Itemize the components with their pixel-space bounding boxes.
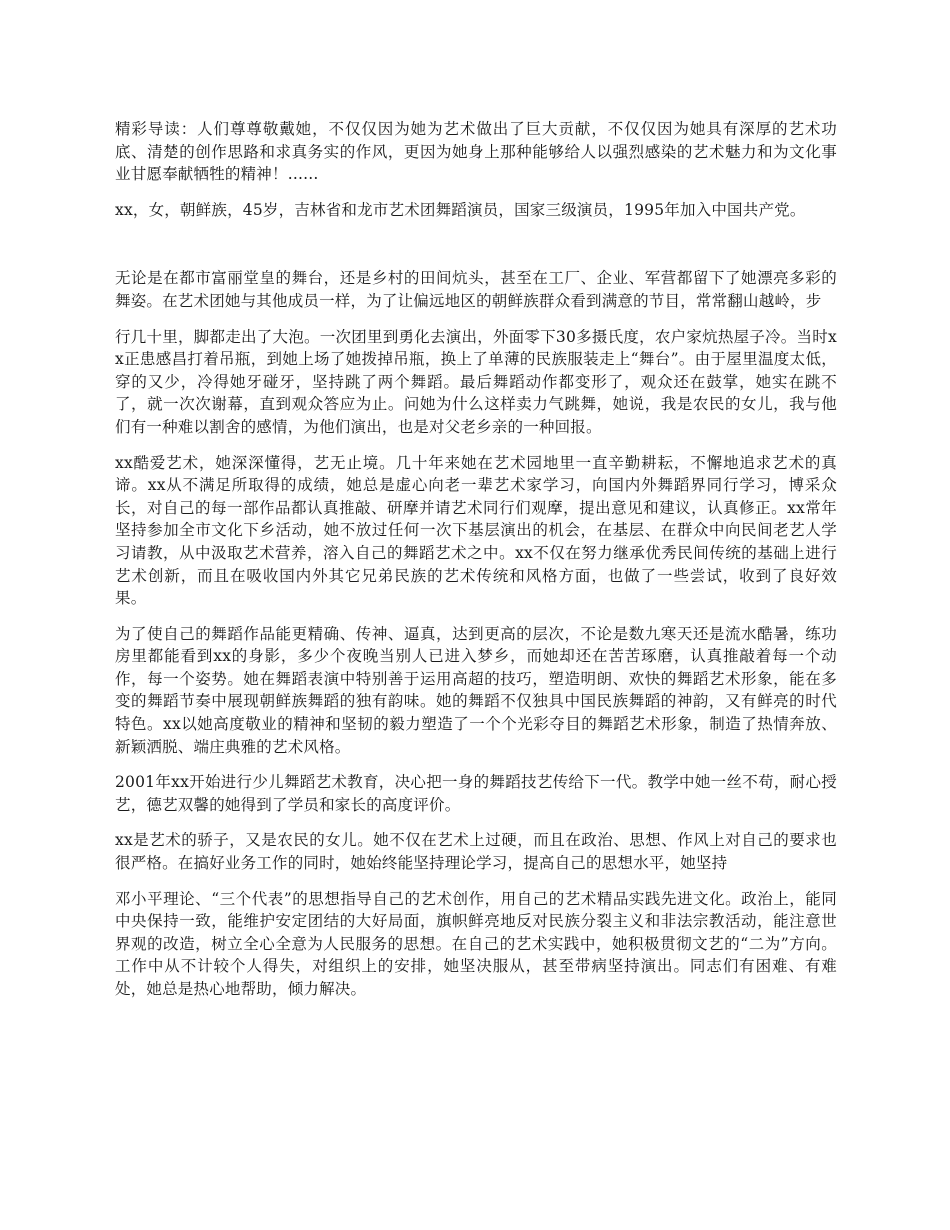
- body-paragraph: 2001年xx开始进行少儿舞蹈艺术教育，决心把一身的舞蹈技艺传给下一代。教学中她一丝不苟，耐心授艺，德艺双馨的她得到了学员和家长的高度评价。: [115, 773, 837, 814]
- profile-paragraph: xx，女，朝鲜族，45岁，吉林省和龙市艺术团舞蹈演员，国家三级演员，1995年加入中国共产党。: [115, 200, 806, 219]
- document-body: [115, 118, 837, 1014]
- body-paragraph: 为了使自己的舞蹈作品能更精确、传神、逼真，达到更高的层次，不论是数九寒天还是流水酷暑，练功房里都能看到xx的身影，多少个夜晚当别人已进入梦乡，而她却还在苦苦琢磨，认真推敲着每一个动作，每一个姿势。她在舞蹈表演中特别善于运用高超的技巧，塑造明朗、欢快的舞蹈艺术形象，能在多变的舞蹈节奏中展现朝鲜族舞蹈的独有韵味。她的舞蹈不仅独具中国民族舞蹈的神韵，又有鲜亮的时代特色。xx以她高度敬业的精神和坚韧的毅力塑造了一个个光彩夺目的舞蹈艺术形象，制造了热情奔放、新颖洒脱、端庄典雅的艺术风格。: [115, 624, 837, 756]
- body-paragraph: xx是艺术的骄子，又是农民的女儿。她不仅在艺术上过硬，而且在政治、思想、作风上对自己的要求也很严格。在搞好业务工作的同时，她始终能坚持理论学习，提高自己的思想水平，她坚持: [115, 831, 837, 873]
- paragraph-spacer: [115, 234, 837, 267]
- body-paragraph: 行几十里，脚都走出了大泡。一次团里到勇化去演出，外面零下30多摄氏度，农户家炕热屋子冷。当时xx正患感昌打着吊瓶，到她上场了她拨掉吊瓶，换上了单薄的民族服装走上“舞台”。由于屋里温度太低，穿的又少，冷得她牙碰牙，坚持跳了两个舞蹈。最后舞蹈动作都变形了，观众还在鼓掌，她实在跳不了，就一次次谢幕，直到观众答应为止。问她为什么这样卖力气跳舞，她说，我是农民的女儿，我与他们有一种难以割舍的感情，为他们演出，也是对父老乡亲的一种回报。: [115, 327, 837, 436]
- body-paragraph: xx酷爱艺术，她深深懂得，艺无止境。几十年来她在艺术园地里一直辛勤耕耘，不懈地追求艺术的真谛。xx从不满足所取得的成绩，她总是虚心向老一辈艺术家学习，向国内外舞蹈界同行学习，博采众长，对自己的每一部作品都认真推敲、研摩并请艺术同行们观摩，提出意见和建议，认真修正。xx常年坚持参加全市文化下乡活动，她不放过任何一次下基层演出的机会，在基层、在群众中向民间老艺人学习请教，从中汲取艺术营养，溶入自己的舞蹈艺术之中。xx不仅在努力继承优秀民间传统的基础上进行艺术创新，而且在吸收国内外其它兄弟民族的艺术传统和风格方面，也做了一些尝试，收到了良好效果。: [115, 453, 837, 608]
- intro-paragraph: 精彩导读：人们尊尊敬戴她，不仅仅因为她为艺术做出了巨大贡献，不仅仅因为她具有深厚的艺术功底、清楚的创作思路和求真务实的作风，更因为她身上那种能够给人以强烈感染的艺术魅力和为文化事业甘愿奉献牺牲的精神！......: [115, 120, 837, 184]
- body-paragraph: 邓小平理论、“三个代表”的思想指导自己的艺术创作，用自己的艺术精品实践先进文化。政治上，能同中央保持一致，能维护安定团结的大好局面，旗帜鲜亮地反对民族分裂主义和非法宗教活动，能注意世界观的改造，树立全心全意为人民服务的思想。在自己的艺术实践中，她积极贯彻文艺的“二为”方向。工作中从不计较个人得失，对组织上的安排，她坚决服从，甚至带病坚持演出。同志们有困难、有难处，她总是热心地帮助，倾力解决。: [115, 889, 837, 998]
- body-paragraph: 无论是在都市富丽堂皇的舞台，还是乡村的田间炕头，甚至在工厂、企业、军营都留下了她漂亮多彩的舞姿。在艺术团她与其他成员一样，为了让偏远地区的朝鲜族群众看到满意的节目，常常翻山越岭，步: [115, 269, 837, 310]
